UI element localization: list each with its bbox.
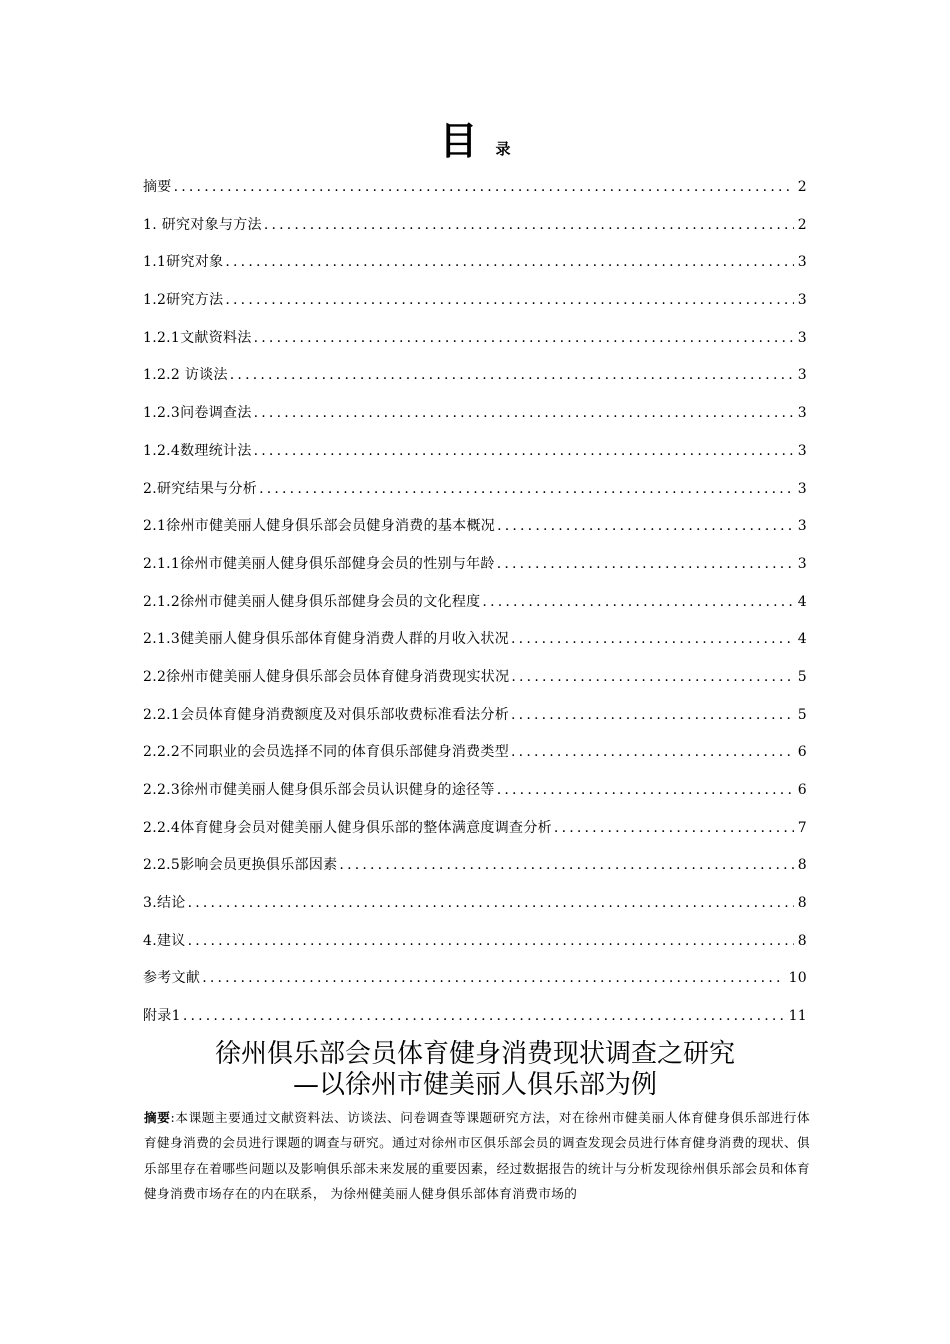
toc-entry[interactable] bbox=[143, 704, 807, 742]
toc-entry-page: 3 bbox=[797, 555, 807, 572]
toc-entry-page: 8 bbox=[797, 857, 807, 874]
toc-entry[interactable] bbox=[143, 553, 807, 591]
toc-entry[interactable] bbox=[143, 289, 807, 327]
toc-entry-label: 2.研究结果与分析 bbox=[143, 480, 258, 497]
toc-entry-label: 1.2.2 访谈法 bbox=[143, 367, 228, 384]
toc-entry-label: 1.2.1文献资料法 bbox=[143, 329, 252, 346]
toc-leader-dots bbox=[202, 970, 784, 986]
toc-leader-dots bbox=[183, 1008, 785, 1024]
toc-entry-label: 2.1徐州市健美丽人健身俱乐部会员健身消费的基本概况 bbox=[143, 518, 496, 535]
document-title: 徐州俱乐部会员体育健身消费现状调查之研究 bbox=[214, 1039, 735, 1069]
toc-entry[interactable] bbox=[143, 666, 807, 704]
toc-entry-page: 5 bbox=[797, 706, 807, 723]
toc-entry-label: 1.1研究对象 bbox=[143, 254, 224, 271]
toc-entry-page: 3 bbox=[797, 367, 807, 384]
toc-leader-dots bbox=[230, 367, 794, 383]
toc-entry[interactable] bbox=[143, 779, 807, 817]
toc-leader-dots bbox=[511, 707, 794, 723]
toc-entry-label: 2.2.3徐州市健美丽人健身俱乐部会员认识健身的途径等 bbox=[143, 782, 495, 798]
abstract-paragraph bbox=[144, 1105, 810, 1206]
abstract-keyword: 摘要 bbox=[144, 1110, 171, 1125]
toc-leader-dots bbox=[254, 443, 794, 459]
toc-leader-dots bbox=[497, 518, 794, 534]
toc-entry-label: 1.2研究方法 bbox=[143, 292, 224, 309]
toc-entry-page: 11 bbox=[788, 1008, 807, 1025]
toc-entry[interactable] bbox=[143, 478, 807, 516]
toc-leader-dots bbox=[174, 179, 794, 195]
toc-entry[interactable] bbox=[143, 854, 807, 892]
toc-entry-label: 2.2.1会员体育健身消费额度及对俱乐部收费标准看法分析 bbox=[143, 706, 510, 723]
toc-leader-dots bbox=[511, 744, 794, 760]
toc-entry-page: 3 bbox=[797, 480, 807, 497]
toc-entry-label: 1. 研究对象与方法 bbox=[143, 216, 262, 233]
toc-entry-label: 2.2.5影响会员更换俱乐部因素 bbox=[143, 857, 338, 874]
toc-entry-page: 8 bbox=[797, 932, 807, 949]
toc-entry[interactable] bbox=[143, 327, 807, 365]
toc-entry-page: 2 bbox=[797, 216, 807, 233]
toc-leader-dots bbox=[511, 669, 793, 685]
toc-leader-dots bbox=[259, 481, 794, 497]
toc-entry-label: 参考文献 bbox=[143, 970, 201, 987]
toc-entry[interactable] bbox=[143, 440, 807, 478]
toc-entry-label: 1.2.3问卷调查法 bbox=[143, 405, 252, 422]
toc-leader-dots bbox=[339, 857, 793, 873]
toc-entry-page: 3 bbox=[797, 518, 807, 535]
toc-entry-page: 6 bbox=[797, 744, 807, 761]
toc-entry[interactable] bbox=[143, 176, 807, 214]
toc-leader-dots bbox=[497, 782, 794, 798]
toc-entry[interactable] bbox=[143, 967, 807, 1005]
toc-entry-page: 7 bbox=[797, 819, 807, 836]
toc-entry-page: 5 bbox=[797, 668, 807, 685]
toc-entry[interactable] bbox=[143, 817, 807, 855]
toc-entry[interactable] bbox=[143, 214, 807, 252]
toc-entry-page: 2 bbox=[797, 179, 807, 195]
toc-entry[interactable] bbox=[143, 930, 807, 968]
toc-entry-page: 3 bbox=[797, 254, 807, 271]
toc-entry-label: 附录1 bbox=[143, 1008, 181, 1025]
toc-entry[interactable] bbox=[143, 364, 807, 402]
toc-entry[interactable] bbox=[143, 1005, 807, 1043]
toc-leader-dots bbox=[482, 594, 793, 610]
toc-entry-page: 10 bbox=[788, 970, 807, 987]
toc-entry-label: 摘要 bbox=[143, 179, 172, 195]
toc-leader-dots bbox=[188, 895, 794, 911]
toc-entry[interactable] bbox=[143, 628, 807, 666]
abstract-text: :本课题主要通过文献资料法、访谈法、问卷调查等课题研究方法，对在徐州市健美丽人体育健身俱乐部进行体育健身消费的会员进行课题的调查与研究。通过对徐州市区俱乐部会员的调查发现会员进行体育健身消费的现状、俱乐部里存在着哪些问题以及影响俱乐部未来发展的重要因素，经过数据报告的统计与分析发现徐州俱乐部会员和体育健身消费市场存在的内在联系， 为徐州健美丽人健身俱乐部体育消费市场的 bbox=[144, 1110, 811, 1201]
document-subtitle: —以徐州市健美丽人俱乐部为例 bbox=[292, 1070, 657, 1100]
toc-leader-dots bbox=[511, 631, 794, 647]
toc-entry-label: 2.1.2徐州市健美丽人健身俱乐部健身会员的文化程度 bbox=[143, 593, 481, 610]
toc-entry-label: 2.2.4体育健身会员对健美丽人健身俱乐部的整体满意度调查分析 bbox=[143, 819, 552, 836]
toc-heading-main: 目 bbox=[439, 119, 478, 163]
toc-leader-dots bbox=[225, 254, 793, 270]
toc-entry-label: 1.2.4数理统计法 bbox=[143, 442, 252, 459]
toc-entry[interactable] bbox=[143, 892, 807, 930]
toc-entry[interactable] bbox=[143, 591, 807, 629]
toc-entry-label: 4.建议 bbox=[143, 932, 186, 949]
toc-entry[interactable] bbox=[143, 741, 807, 779]
toc-heading bbox=[0, 119, 950, 163]
toc-leader-dots bbox=[554, 820, 794, 836]
toc-leader-dots bbox=[225, 292, 793, 308]
toc-entry-label: 2.1.3健美丽人健身俱乐部体育健身消费人群的月收入状况 bbox=[143, 631, 510, 648]
toc-entry[interactable] bbox=[143, 515, 807, 553]
toc-entry-page: 6 bbox=[797, 782, 807, 798]
toc-entry-page: 3 bbox=[797, 405, 807, 422]
toc-entry-label: 2.2徐州市健美丽人健身俱乐部会员体育健身消费现实状况 bbox=[143, 668, 510, 685]
toc-entry-page: 8 bbox=[797, 895, 807, 912]
toc-heading-sub: 录 bbox=[495, 140, 511, 158]
table-of-contents bbox=[143, 176, 807, 1043]
toc-entry-label: 3.结论 bbox=[143, 895, 186, 912]
toc-leader-dots bbox=[264, 217, 794, 233]
toc-leader-dots bbox=[254, 330, 794, 346]
toc-entry[interactable] bbox=[143, 251, 807, 289]
toc-leader-dots bbox=[497, 556, 794, 572]
toc-entry-page: 3 bbox=[797, 292, 807, 309]
toc-entry-label: 2.2.2不同职业的会员选择不同的体育俱乐部健身消费类型 bbox=[143, 744, 510, 761]
toc-leader-dots bbox=[254, 405, 794, 421]
toc-entry[interactable] bbox=[143, 402, 807, 440]
toc-entry-page: 3 bbox=[797, 329, 807, 346]
toc-entry-label: 2.1.1徐州市健美丽人健身俱乐部健身会员的性别与年龄 bbox=[143, 555, 495, 572]
toc-entry-page: 4 bbox=[797, 631, 807, 648]
toc-entry-page: 3 bbox=[797, 442, 807, 459]
toc-entry-page: 4 bbox=[797, 593, 807, 610]
toc-leader-dots bbox=[188, 933, 794, 949]
